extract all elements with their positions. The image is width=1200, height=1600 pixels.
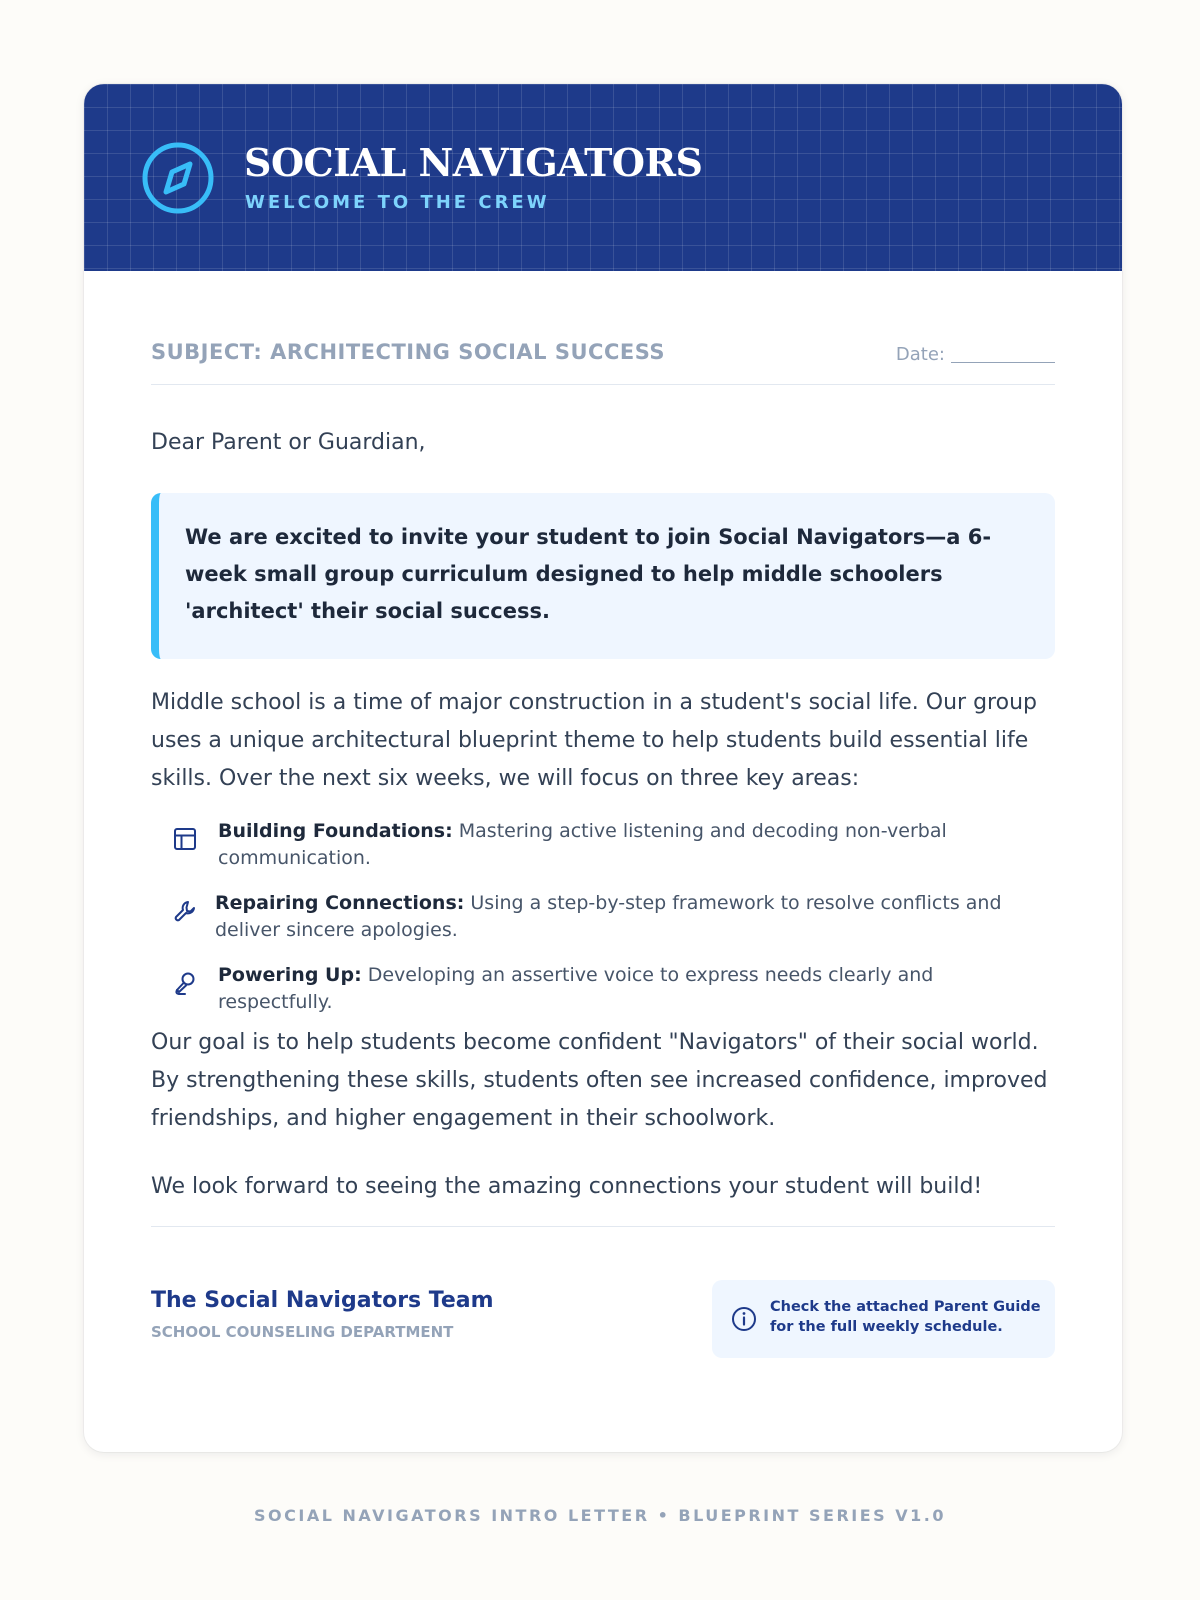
date-blank-line [951,362,1055,363]
list-item-description: Developing an assertive voice to express needs clearly and respectfully. [218,964,934,1013]
blueprint-layout-icon [172,826,198,852]
callout-text-end: —a 6-week small group curriculum designed to help middle schoolers 'architect' their social success. [185,525,992,623]
page-footer: SOCIAL NAVIGATORS INTRO LETTER • BLUEPRINT SERIES V1.0 [254,1506,946,1525]
wrench-icon [172,898,198,924]
letter-header [84,84,1122,271]
list-item-description: Mastering active listening and decoding non-verbal communication. [218,820,947,869]
goal-paragraph: Our goal is to help students become confident "Navigators" of their social world. By strengthening these skills, students often see increased confidence, improved friendships, and higher engagement in their schoolwork. [151,1030,1048,1131]
list-item-description: Using a step-by-step framework to resolve conflicts and deliver sincere apologies. [215,892,1002,941]
list-item-text [218,818,1052,872]
callout-text-start: We are excited to invite your student to join [185,525,719,549]
invitation-callout [151,493,1055,659]
signature-divider [151,1226,1055,1227]
subject-line: SUBJECT: ARCHITECTING SOCIAL SUCCESS [151,340,666,364]
microphone-icon [172,970,198,996]
list-item-title: Powering Up: [218,964,362,986]
signature-team: The Social Navigators Team [151,1288,494,1313]
callout-program-name: Social Navigators [718,525,926,549]
list-item-title: Building Foundations: [218,820,453,842]
letter-card [84,84,1122,1452]
info-icon [730,1305,758,1333]
brand-title: SOCIAL NAVIGATORS [244,140,703,185]
date-label: Date: [895,344,945,365]
list-item-title: Repairing Connections: [215,892,465,914]
closing-paragraph: We look forward to seeing the amazing connections your student will build! [151,1174,983,1199]
parent-guide-note [712,1280,1055,1358]
parent-guide-note-text: Check the attached Parent Guide for the full weekly schedule. [770,1299,1041,1335]
list-item-text [215,890,1052,944]
salutation: Dear Parent or Guardian, [151,430,426,455]
signature-department: SCHOOL COUNSELING DEPARTMENT [151,1323,454,1341]
list-item-text [218,962,1052,1016]
date-field [896,344,1055,365]
compass-icon [140,140,216,216]
brand-subtitle: WELCOME TO THE CREW [245,192,550,213]
meta-row [151,340,1055,385]
intro-paragraph: Middle school is a time of major construction in a student's social life. Our group uses a unique architectural blueprint theme to help students build essential life skills. Over the next six weeks, we will focus on three key areas: [151,690,1037,791]
